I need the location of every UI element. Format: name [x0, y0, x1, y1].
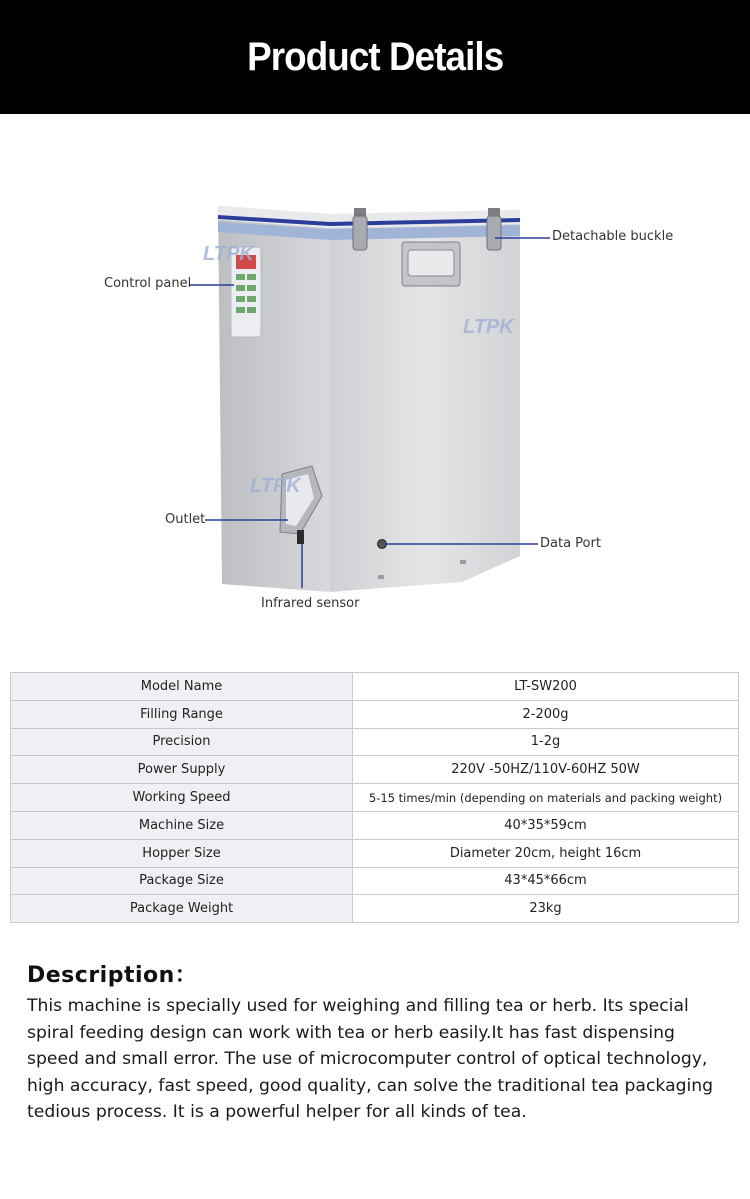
table-row [11, 867, 739, 895]
spec-label: Package Size [11, 867, 353, 895]
watermark: LTPK [250, 475, 301, 497]
spec-label: Machine Size [11, 811, 353, 839]
data-port [378, 540, 387, 549]
description-heading: Description： [27, 963, 198, 988]
callout-infrared-sensor: Infrared sensor [261, 596, 360, 611]
spec-value: LT-SW200 [353, 673, 739, 701]
spec-label: Hopper Size [11, 839, 353, 867]
table-row [11, 839, 739, 867]
watermark: LTPK [203, 243, 254, 265]
spec-label: Filling Range [11, 700, 353, 728]
spec-label: Model Name [11, 673, 353, 701]
spec-label: Precision [11, 728, 353, 756]
table-row [11, 895, 739, 923]
spec-table [10, 672, 739, 923]
spec-value: Diameter 20cm, height 16cm [353, 839, 739, 867]
table-row [11, 756, 739, 784]
callout-data-port: Data Port [540, 536, 601, 551]
spec-value: 43*45*66cm [353, 867, 739, 895]
spec-value: 40*35*59cm [353, 811, 739, 839]
buckle-left [353, 208, 367, 250]
description-text: This machine is specially used for weighing and filling tea or herb. Its special spiral feeding design can work with tea or herb easily.It has fast dispensing speed and small error. The use of microcomputer control of optical technology, high accuracy, fast speed, good quality, can solve the traditional tea packaging tedious process. It is a powerful helper for all kinds of tea. [27, 996, 714, 1122]
watermark: LTPK [463, 316, 514, 338]
spec-label: Working Speed [11, 784, 353, 812]
spec-value: 2-200g [353, 700, 739, 728]
table-row [11, 811, 739, 839]
header-banner [0, 0, 750, 114]
lid-handle [402, 242, 460, 286]
spec-value: 1-2g [353, 728, 739, 756]
spec-label: Package Weight [11, 895, 353, 923]
machine-illustration [0, 114, 750, 654]
callout-detachable-buckle: Detachable buckle [552, 229, 674, 244]
product-figure [0, 114, 750, 654]
page-title: Product Details [246, 34, 504, 79]
table-row [11, 784, 739, 812]
buckle-right [487, 208, 501, 250]
infrared-sensor [297, 530, 304, 544]
spec-value: 23kg [353, 895, 739, 923]
callout-control-panel: Control panel [104, 276, 192, 291]
callout-outlet: Outlet [165, 512, 206, 527]
spec-value: 220V -50HZ/110V-60HZ 50W [353, 756, 739, 784]
table-row [11, 673, 739, 701]
table-row [11, 728, 739, 756]
table-row [11, 700, 739, 728]
spec-label: Power Supply [11, 756, 353, 784]
spec-value: 5-15 times/min (depending on materials and packing weight) [353, 784, 739, 812]
